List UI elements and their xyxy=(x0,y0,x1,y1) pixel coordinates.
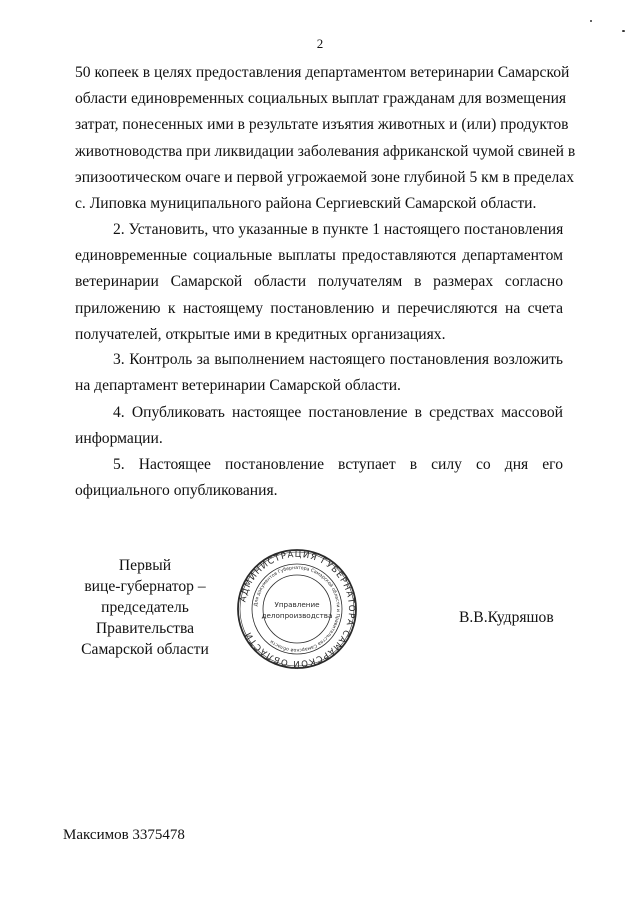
stamp-center-line2: делопроизводства xyxy=(261,611,333,620)
official-stamp xyxy=(236,548,358,670)
signatory-name: В.В.Кудряшов xyxy=(459,609,554,626)
text-line: 2. Установить, что указанные в пункте 1 настоящего постановления xyxy=(113,221,564,238)
stamp-center-line1: Управление xyxy=(274,600,320,609)
scan-speck xyxy=(622,30,625,32)
text-line: эпизоотическом очаге и первой угрожаемой зоне глубиной 5 км в пределах xyxy=(75,168,574,186)
text-line: 5. Настоящее постановление вступает в силу со дня его xyxy=(113,456,563,473)
text-line: 4. Опубликовать настоящее постановление в средствах массовой xyxy=(113,404,563,421)
scan-speck xyxy=(590,20,592,22)
text-line: ветеринарии Самарской области получателям в размерах согласно xyxy=(75,273,563,291)
paragraph-continuation xyxy=(75,60,576,217)
stamp-outer-text: АДМИНИСТРАЦИЯ ГУБЕРНАТОРА САМАРСКОЙ ОБЛАСТИ xyxy=(238,549,357,669)
signatory-title-line: Самарской области xyxy=(81,641,209,658)
paragraph-item-2 xyxy=(75,217,563,348)
signatory-title-line: вице-губернатор – xyxy=(84,578,206,595)
text-line: области единовременных социальных выплат гражданам для возмещения xyxy=(75,90,567,108)
text-line: 50 копеек в целях предоставления департаментом ветеринарии Самарской xyxy=(75,64,570,81)
text-line: официального опубликования. xyxy=(75,482,278,500)
text-line: с. Липовка муниципального района Сергиевский Самарской области. xyxy=(75,194,537,212)
text-line: на департамент ветеринарии Самарской области. xyxy=(75,377,401,395)
text-line: 3. Контроль за выполнением настоящего постановления возложить xyxy=(113,351,563,368)
paragraph-item-5 xyxy=(75,452,563,504)
text-line: единовременные социальные выплаты предоставляются департаментом xyxy=(75,247,563,265)
signatory-title xyxy=(60,555,230,660)
paragraph-item-3 xyxy=(75,347,563,399)
text-line: приложению к настоящему постановлению и перечисляются на счета xyxy=(75,299,563,317)
stamp-inner-ring-text: Для документов Губернатора Самарской области и Правительства Самарской области xyxy=(254,565,341,653)
text-line: затрат, понесенных ими в результате изъятия животных и (или) продуктов xyxy=(75,116,569,134)
signatory-title-line: Первый xyxy=(118,557,172,574)
text-line: животноводства при ликвидации заболевания африканской чумой свиней в xyxy=(75,142,576,160)
stamp-inner-border xyxy=(252,564,342,654)
executor-note: Максимов 3375478 xyxy=(63,827,185,843)
text-line: информации. xyxy=(75,430,163,448)
text-line: получателей, открытые ими в кредитных организациях. xyxy=(75,325,446,343)
paragraph-item-4 xyxy=(75,400,563,452)
signatory-title-line: председатель Правительства xyxy=(95,599,195,637)
page-number: 2 xyxy=(316,36,324,51)
